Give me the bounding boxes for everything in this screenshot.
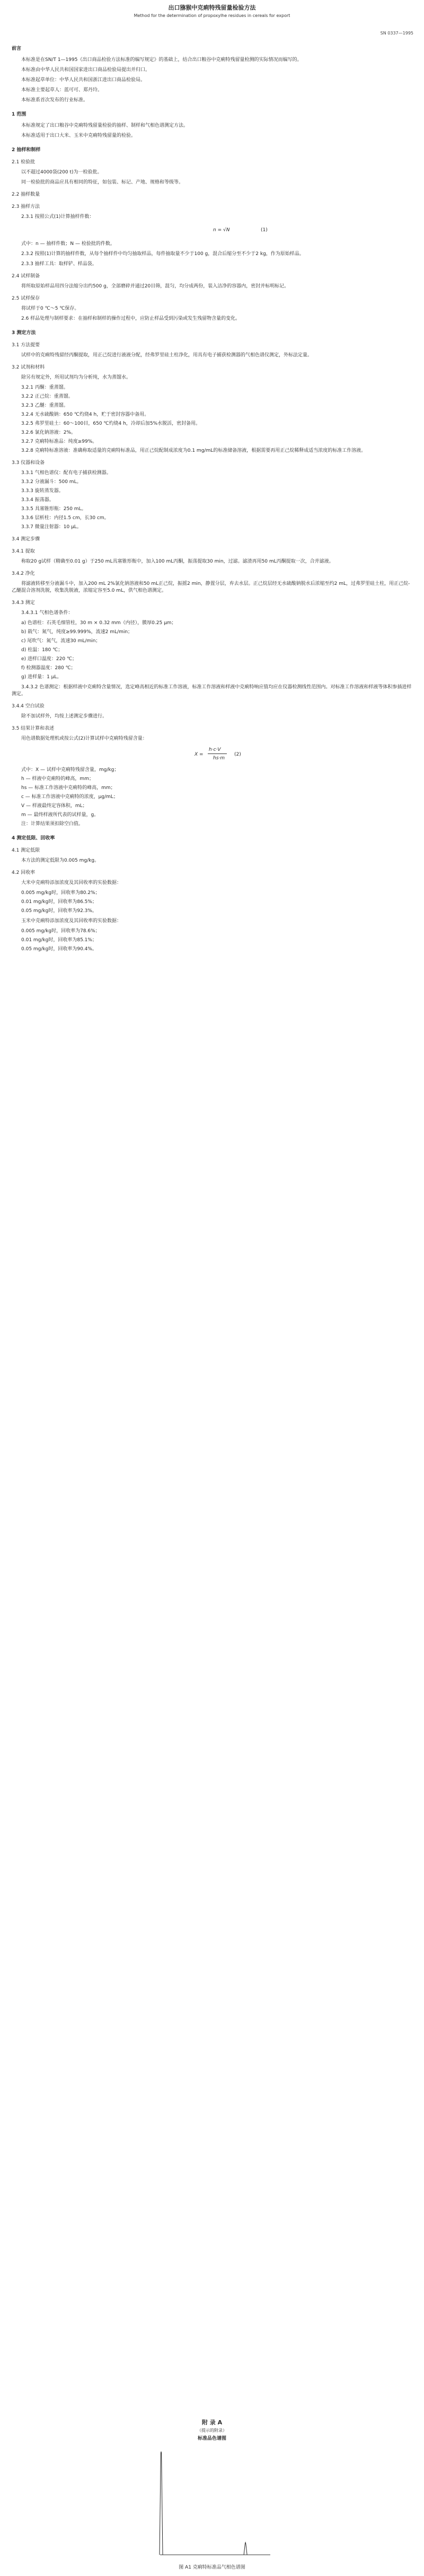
subsection-heading: 4.2 回收率 (12, 870, 36, 875)
paragraph: 本标准主要起草人：蓝可可、郑丹玲。 (21, 87, 103, 93)
formula-numerator: h·c·V (209, 747, 221, 752)
document-subtitle: Method for the determination of propoxylhe residues in cereals for export (134, 13, 290, 18)
formula-expression: n = √N (213, 227, 230, 233)
formula-note: hs — 标准工作溶液中克痢特的峰高，mm； (21, 785, 116, 791)
formula-denominator: hs·m (213, 756, 225, 761)
formula-note: h — 样液中克痢特的峰高，mm； (21, 776, 94, 782)
section-heading: 2 抽样和制样 (12, 147, 41, 153)
paragraph: 将所取原始样品用四分法缩分出约500 g，全部磨碎并通过20目筛，混匀，均分成两份，装入洁净的容器内，密封并标明标记。 (21, 284, 289, 289)
fraction-bar (208, 753, 227, 754)
list-item: 0.005 mg/kg时，回收率为78.6%； (21, 928, 100, 934)
list-item: 3.2.8 克痢特标准溶液：准确称取适量的克痢特标准品，用正己烷配制成浓度为0.1 mg/mL的标准储备溶液，根据需要再用正己烷稀释成适当浓度的标准工作溶液。 (21, 448, 366, 453)
document-title: 出口猕猴中克痢特残留量检验方法 (168, 4, 256, 11)
formula-lhs: X = (195, 752, 204, 757)
appendix-title: 标准品色谱图 (197, 2436, 226, 2441)
paragraph: 本标准规定了出口粮谷中克痢特残留量检验的抽样、制样和气相色谱测定方法。 (21, 123, 189, 128)
subsection-heading: 3.4.1 提取 (12, 549, 35, 554)
list-item: 3.3.4 振荡器。 (21, 497, 54, 503)
list-item: e) 进样口温度：220 ℃； (21, 656, 77, 662)
list-item: 0.01 mg/kg时，回收率为85.1%； (21, 937, 97, 943)
paragraph: 2.3.1 按照公式(1)计算抽样件数： (21, 214, 94, 220)
formula-number: (2) (234, 752, 241, 757)
appendix-note: （提示的附录） (197, 2428, 227, 2433)
list-item: 0.005 mg/kg时，回收率为80.2%； (21, 890, 100, 896)
list-item: 3.2.6 氯化钠溶液：2%。 (21, 430, 76, 435)
paragraph: 本标准起草单位：中华人民共和国浙江进出口商品检验局。 (21, 77, 146, 83)
paragraph: 同一检验批的商品应具有相同的特征，如包装、标记、产地、规格和等级等。 (21, 180, 184, 185)
foreword-heading: 前言 (12, 46, 22, 51)
subsection-heading: 3.3 仪器和设备 (12, 460, 45, 466)
paragraph: 本方法的测定低限为0.005 mg/kg。 (21, 858, 100, 863)
list-item: g) 进样量：1 μL。 (21, 674, 62, 680)
subsection-heading: 3.2 试剂和材料 (12, 365, 45, 370)
list-item: 3.2.1 丙酮：重蒸馏。 (21, 385, 68, 390)
formula-note: 式中：X — 试样中克痢特残留含量，mg/kg； (21, 767, 119, 773)
formula-2 (12, 746, 414, 764)
subsection-heading: 3.4 测定步骤 (12, 537, 40, 542)
section-heading: 1 范围 (12, 112, 26, 117)
paragraph: 本标准由中华人民共和国国家进出口商品检验局提出并归口。 (21, 67, 151, 73)
paragraph: 称取20 g试样（精确至0.01 g）于250 mL具塞锥形瓶中，加入100 mL丙酮，振荡提取30 min，过滤。滤渣再用50 mL丙酮提取一次，合并滤液。 (21, 559, 334, 564)
subsection-heading: 3.4.2 净化 (12, 571, 35, 576)
formula-note: V — 样液最终定容体积，mL； (21, 803, 87, 809)
list-item: d) 柱温：180 ℃； (21, 647, 63, 653)
formula-note: 式中：n — 抽样件数；N — 检验批的件数。 (21, 241, 115, 247)
list-item: 0.05 mg/kg时，回收率为90.4%。 (21, 947, 97, 952)
subsection-heading: 3.4.4 空白试验 (12, 704, 45, 709)
list-item: 3.3.3 旋转蒸发器。 (21, 488, 64, 494)
formula-number: (1) (261, 227, 268, 233)
list-item: 0.01 mg/kg时，回收率为86.5%； (21, 899, 97, 905)
list-item: b) 载气：氮气，纯度≥99.999%，流速2 mL/min； (21, 629, 133, 635)
list-item: 3.3.7 微量注射器：10 μL。 (21, 524, 82, 530)
formula-note: c — 标准工作溶液中克痢特的浓度，μg/mL； (21, 794, 118, 800)
formula-note: m — 最终样液所代表的试样量，g。 (21, 812, 99, 818)
paragraph: 2.6 样品处理与制样要求：在抽样和制样的操作过程中，应防止样品受到污染或发生残留物含量的变化。 (21, 316, 241, 321)
subsection-heading: 2.3 抽样方法 (12, 204, 40, 209)
standard-number: SN 0337—1995 (380, 31, 413, 36)
document-body (12, 38, 414, 955)
paragraph: 2.3.3 抽样工具：取样铲、样品袋。 (21, 261, 97, 267)
foreword-paragraphs (12, 57, 414, 104)
formula-note: 注：计算结果须扣除空白值。 (21, 821, 84, 827)
paragraph: 大米中克痢特添加浓度及其回收率的实验数据： (21, 880, 122, 886)
list-item: 3.3.5 具塞锥形瓶：250 mL。 (21, 506, 86, 512)
list-item: a) 色谱柱：石英毛细管柱，30 m × 0.32 mm（内径），膜厚0.25 μm； (21, 620, 176, 626)
subsection-heading: 2.1 检验批 (12, 160, 36, 165)
list-item: 3.2.3 乙醚：重蒸馏。 (21, 403, 68, 408)
subsection-heading: 2.5 试样保存 (12, 296, 40, 301)
paragraph: 3.4.3.2 色谱测定：根据样液中克痢特含量情况，选定峰高相近的标准工作溶液，标准工作溶液和样液中克痢特响应值均应在仪器检测线性范围内。对标准工作溶液和样液等体积参插进样测定。 (12, 685, 412, 697)
list-item: f) 检测器温度：280 ℃； (21, 665, 76, 671)
paragraph: 将滤液转移至分液漏斗中，加入200 mL 2%氯化钠溶液和50 mL正己烷，振摇2 min，静置分层，弃去水层。正己烷层经无水硫酸钠脱水后浓缩至约2 mL，过弗罗里硅土柱，用正己烷-乙醚混合溶剂洗脱，收集洗脱液，浓缩定容至5.0 mL，供气相色谱测定。 (12, 581, 410, 593)
list-item: 3.2.5 弗罗里硅土：60～100目，650 ℃灼烧4 h，冷却后加5%水脱活，密封备用。 (21, 421, 201, 426)
list-item: c) 尾吹气：氮气，流速30 mL/min； (21, 638, 101, 644)
paragraph: 将试样于0 ℃～5 ℃保存。 (21, 306, 80, 311)
paragraph: 玉米中克痢特添加浓度及其回收率的实验数据： (21, 918, 122, 924)
subsection-heading: 3.1 方法提要 (12, 343, 40, 348)
chromatogram-peak (244, 2543, 247, 2555)
paragraph: 试样中的克痢特残留经丙酮提取，用正己烷进行液液分配，经弗罗里硅土柱净化，用具有电子捕获检测器的气相色谱仪测定，外标法定量。 (21, 353, 313, 358)
chromatogram-peak (160, 2452, 163, 2555)
list-item: 3.3.2 分液漏斗：500 mL。 (21, 479, 82, 485)
appendix-label: 附 录 A (201, 2419, 223, 2426)
subsection-heading: 3.5 结果计算和表述 (12, 726, 55, 731)
subsection-heading: 4.1 测定低限 (12, 848, 40, 853)
list-item: 3.3.6 层析柱：内径1.5 cm，长30 cm。 (21, 515, 109, 521)
list-item: 3.3.1 气相色谱仪：配有电子捕获检测器。 (21, 470, 111, 476)
subsection-heading: 2.4 试样制备 (12, 274, 40, 279)
section-heading: 3 测定方法 (12, 330, 36, 336)
chromatogram (157, 2449, 273, 2560)
chromatogram-peaks (160, 2452, 247, 2555)
paragraph: 3.4.3.1 气相色谱条件： (21, 610, 73, 616)
section-heading: 4 测定低限、回收率 (12, 836, 55, 841)
figure-caption: 图 A1 克痢特标准品气相色谱图 (179, 2565, 245, 2570)
list-item: 3.2.4 无水硫酸钠：650 ℃灼烧4 h，贮于密封容器中备用。 (21, 412, 149, 417)
list-item: 0.05 mg/kg时，回收率为92.3%。 (21, 908, 97, 914)
paragraph: 本标准系首次发布的行业标准。 (21, 98, 89, 103)
paragraph: 用色谱数据处理机或按公式(2)计算试样中克痢特残留含量： (21, 736, 147, 741)
paragraph: 本标准是在SN/T 1—1995《出口商品检验方法标准的编写规定》的基础上，结合出口粮谷中克痢特残留量检测的实际情况而编写的。 (21, 57, 302, 63)
appendix-header (0, 2418, 424, 2441)
list-item: 3.2.7 克痢特标准品：纯度≥99%。 (21, 439, 98, 444)
paragraph: 除另有规定外，所用试剂均为分析纯，水为蒸馏水。 (21, 375, 131, 380)
subsection-heading: 3.4.3 测定 (12, 600, 35, 606)
paragraph: 本标准适用于出口大米、玉米中克痢特残留量的检验。 (21, 133, 136, 138)
formula-1 (12, 224, 414, 238)
subsection-heading: 2.2 抽样数量 (12, 192, 40, 197)
list-item: 3.2.2 正己烷：重蒸馏。 (21, 394, 73, 399)
paragraph: 以不超过4000袋(200 t)为一检验批。 (21, 170, 102, 175)
paragraph: 2.3.2 按照(1)计算的抽样件数，从每个抽样件中均匀抽取样品，每件抽取量不少于100 g，混合后缩分至不少于2 kg，作为原始样品。 (21, 251, 304, 257)
paragraph: 除不加试样外，均按上述测定步骤进行。 (21, 714, 108, 719)
